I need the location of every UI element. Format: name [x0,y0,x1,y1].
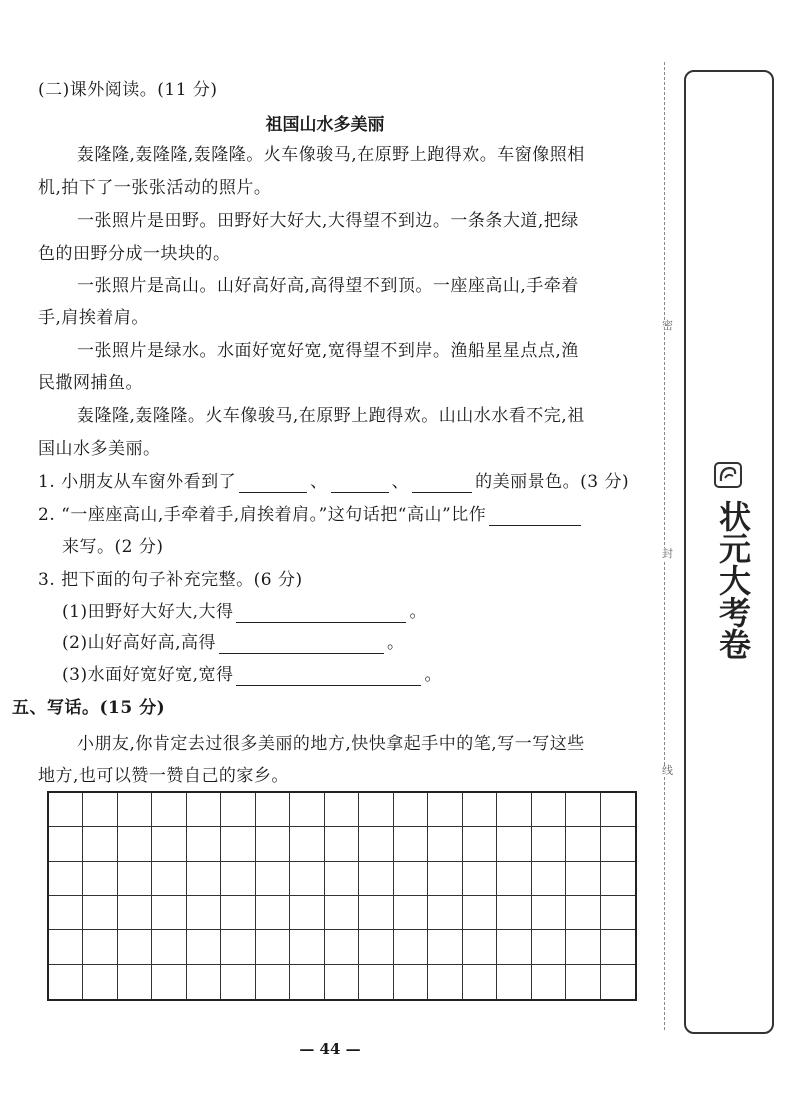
grid-cell[interactable] [497,862,531,896]
end-mark: 。 [409,602,427,622]
grid-cell[interactable] [532,965,566,999]
grid-cell[interactable] [497,930,531,964]
passage-line: 一张照片是绿水。水面好宽好宽,宽得望不到岸。渔船星星点点,渔 [77,341,579,361]
grid-cell[interactable] [497,793,531,827]
answer-blank[interactable] [412,474,472,493]
answer-blank[interactable] [331,474,389,493]
grid-cell[interactable] [152,930,186,964]
grid-cell[interactable] [532,793,566,827]
grid-cell[interactable] [566,896,600,930]
brand-logo-text: 状元大考卷 [714,500,752,660]
question-3-2 [62,632,404,654]
grid-cell[interactable] [290,793,324,827]
grid-cell[interactable] [325,793,359,827]
grid-cell[interactable] [221,793,255,827]
grid-cell[interactable] [566,827,600,861]
question-1-suffix: 的美丽景色。(3 分) [475,472,630,492]
grid-cell[interactable] [118,793,152,827]
grid-cell[interactable] [83,930,117,964]
grid-cell[interactable] [428,930,462,964]
grid-cell[interactable] [221,827,255,861]
grid-cell[interactable] [359,896,393,930]
grid-cell[interactable] [566,793,600,827]
seal-mark: 线 [662,764,673,777]
grid-cell[interactable] [290,965,324,999]
grid-cell[interactable] [118,930,152,964]
question-2-suffix: 来写。(2 分) [62,537,164,557]
grid-cell[interactable] [532,827,566,861]
brand-logo-icon [714,462,742,488]
grid-cell[interactable] [49,965,83,999]
grid-cell[interactable] [152,896,186,930]
passage-line: 国山水多美丽。 [38,439,161,459]
grid-cell[interactable] [152,965,186,999]
question-3-2-text: (2)山好高好高,高得 [62,633,216,653]
grid-cell[interactable] [463,793,497,827]
grid-cell[interactable] [428,827,462,861]
grid-cell[interactable] [428,896,462,930]
grid-cell[interactable] [601,930,635,964]
grid-cell[interactable] [152,827,186,861]
answer-blank[interactable] [489,507,581,526]
question-3-3 [62,664,442,686]
grid-cell[interactable] [532,896,566,930]
grid-cell[interactable] [118,862,152,896]
cut-line [664,62,665,1030]
grid-cell[interactable] [221,965,255,999]
question-2 [38,504,584,526]
grid-cell[interactable] [152,862,186,896]
grid-cell[interactable] [118,965,152,999]
grid-cell[interactable] [118,896,152,930]
writing-grid-cells [49,793,635,999]
grid-cell[interactable] [49,896,83,930]
passage-line: 轰隆隆,轰隆隆。火车像骏马,在原野上跑得欢。山山水水看不完,祖 [77,406,585,426]
answer-blank[interactable] [236,667,421,686]
grid-cell[interactable] [256,827,290,861]
grid-cell[interactable] [49,793,83,827]
passage-line: 机,拍下了一张张活动的照片。 [38,178,272,198]
grid-cell[interactable] [463,896,497,930]
grid-cell[interactable] [428,793,462,827]
passage-title: 祖国山水多美丽 [265,115,385,135]
grid-cell[interactable] [325,896,359,930]
separator: 、 [391,472,410,492]
grid-cell[interactable] [394,930,428,964]
grid-cell[interactable] [187,793,221,827]
grid-cell[interactable] [497,827,531,861]
grid-cell[interactable] [394,965,428,999]
grid-cell[interactable] [463,930,497,964]
grid-cell[interactable] [359,965,393,999]
grid-cell[interactable] [290,930,324,964]
grid-cell[interactable] [256,896,290,930]
grid-cell[interactable] [601,827,635,861]
grid-cell[interactable] [566,965,600,999]
grid-cell[interactable] [290,862,324,896]
grid-cell[interactable] [359,862,393,896]
grid-cell[interactable] [49,930,83,964]
grid-cell[interactable] [428,965,462,999]
grid-cell[interactable] [325,930,359,964]
grid-cell[interactable] [463,862,497,896]
grid-cell[interactable] [601,793,635,827]
passage-line: 手,肩挨着肩。 [38,308,149,328]
answer-blank[interactable] [219,635,384,654]
grid-cell[interactable] [359,827,393,861]
grid-cell[interactable] [325,827,359,861]
grid-cell[interactable] [187,827,221,861]
passage-line: 轰隆隆,轰隆隆,轰隆隆。火车像骏马,在原野上跑得欢。车窗像照相 [77,145,585,165]
grid-cell[interactable] [325,965,359,999]
grid-cell[interactable] [83,827,117,861]
question-3: 3. 把下面的句子补充完整。(6 分) [38,570,303,590]
grid-cell[interactable] [49,862,83,896]
grid-cell[interactable] [394,793,428,827]
grid-cell[interactable] [221,862,255,896]
grid-cell[interactable] [83,896,117,930]
writing-prompt-line: 小朋友,你肯定去过很多美丽的地方,快快拿起手中的笔,写一写这些 [77,734,585,754]
grid-cell[interactable] [566,930,600,964]
page-number: — 44 — [299,1040,361,1058]
grid-cell[interactable] [256,793,290,827]
passage-line: 一张照片是田野。田野好大好大,大得望不到边。一条条大道,把绿 [77,211,579,231]
grid-cell[interactable] [497,965,531,999]
question-2-text: 2. “一座座高山,手牵着手,肩挨着肩。”这句话把“高山”比作 [38,505,487,525]
grid-cell[interactable] [187,965,221,999]
grid-cell[interactable] [394,827,428,861]
grid-cell[interactable] [601,862,635,896]
answer-blank[interactable] [236,604,406,623]
question-1 [38,471,629,493]
grid-cell[interactable] [221,930,255,964]
grid-cell[interactable] [601,896,635,930]
grid-cell[interactable] [118,827,152,861]
separator: 、 [310,472,328,492]
writing-grid[interactable] [47,791,637,1001]
grid-cell[interactable] [532,930,566,964]
grid-cell[interactable] [187,930,221,964]
grid-cell[interactable] [83,965,117,999]
grid-cell[interactable] [428,862,462,896]
question-3-3-text: (3)水面好宽好宽,宽得 [62,665,234,685]
question-1-text: 1. 小朋友从车窗外看到了 [38,472,237,492]
seal-mark: 密 [662,319,673,332]
section-header-reading: (二)课外阅读。(11 分) [38,80,218,100]
grid-cell[interactable] [290,827,324,861]
grid-cell[interactable] [601,965,635,999]
answer-blank[interactable] [239,474,307,493]
seal-mark: 封 [662,547,673,560]
grid-cell[interactable] [463,827,497,861]
grid-cell[interactable] [152,793,186,827]
grid-cell[interactable] [497,896,531,930]
grid-cell[interactable] [83,862,117,896]
grid-cell[interactable] [532,862,566,896]
passage-line: 一张照片是高山。山好高好高,高得望不到顶。一座座高山,手牵着 [77,276,579,296]
grid-cell[interactable] [256,930,290,964]
passage-line: 色的田野分成一块块的。 [38,244,231,264]
end-mark: 。 [386,633,405,653]
end-mark: 。 [424,665,442,685]
writing-prompt-line: 地方,也可以赞一赞自己的家乡。 [38,766,289,786]
grid-cell[interactable] [221,896,255,930]
grid-cell[interactable] [359,793,393,827]
grid-cell[interactable] [49,827,83,861]
passage-line: 民撒网捕鱼。 [38,373,143,393]
grid-cell[interactable] [83,793,117,827]
grid-cell[interactable] [394,862,428,896]
grid-cell[interactable] [256,965,290,999]
grid-cell[interactable] [359,930,393,964]
grid-cell[interactable] [256,862,290,896]
grid-cell[interactable] [290,896,324,930]
grid-cell[interactable] [463,965,497,999]
question-3-1 [62,601,427,623]
grid-cell[interactable] [566,862,600,896]
question-3-1-text: (1)田野好大好大,大得 [62,602,234,622]
grid-cell[interactable] [325,862,359,896]
grid-cell[interactable] [187,896,221,930]
grid-cell[interactable] [394,896,428,930]
grid-cell[interactable] [187,862,221,896]
section-header-writing: 五、写话。(15 分) [12,698,166,718]
